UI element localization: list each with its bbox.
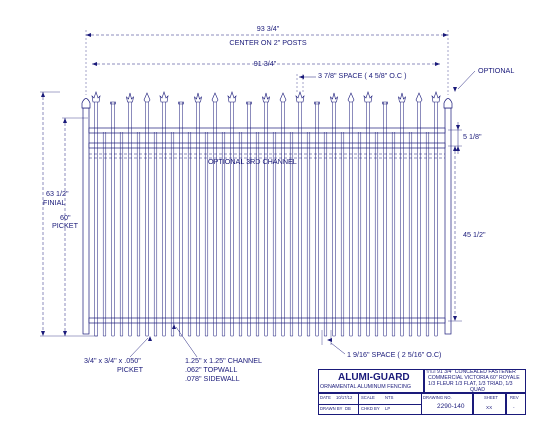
channel-size-callout: 1.25" x 1.25" CHANNEL	[185, 356, 263, 365]
rev-value: -	[513, 405, 515, 410]
dim-arrow	[63, 118, 67, 123]
finial	[228, 92, 236, 102]
drawing-no-value: 2290-140	[437, 403, 465, 410]
finial	[348, 93, 354, 102]
dim-arrow	[299, 75, 304, 79]
right-post	[445, 108, 451, 334]
finial	[247, 102, 252, 104]
dim-arrow	[453, 146, 457, 151]
top-space-label: 3 7/8" SPACE ( 4 5/8" O.C )	[318, 71, 407, 80]
picket-label: PICKET	[52, 221, 78, 230]
title-tag: TITLE	[426, 370, 436, 374]
finial	[364, 92, 372, 102]
finial	[195, 93, 202, 102]
overall-width-label: 93 3/4"	[256, 24, 280, 33]
date-label: DATE	[320, 395, 331, 400]
dim-arrow	[453, 87, 457, 92]
finial	[416, 93, 422, 102]
dim-arrow	[435, 62, 440, 66]
dim-arrow	[92, 62, 97, 66]
finial	[399, 93, 406, 102]
finial	[331, 93, 338, 102]
scale-label: SCALE	[361, 395, 375, 400]
dim-arrow	[443, 33, 448, 37]
dim-arrow	[41, 92, 45, 97]
scale-value: NTS	[385, 395, 394, 400]
title-line-1: 91 3/4" CONCEALED FASTENER	[437, 369, 516, 375]
checked-by-label: CHKD BY	[361, 406, 380, 411]
rail-gap-label: 5 1/8"	[463, 132, 482, 141]
overall-width-note: CENTER ON 2" POSTS	[229, 38, 307, 47]
finial	[296, 92, 304, 102]
finial	[111, 102, 116, 104]
bottom-space-leader	[331, 343, 345, 354]
optional-channel-label: OPTIONAL 3RD CHANNEL	[208, 157, 297, 166]
finial-height-label: 63 1/2"	[46, 189, 69, 198]
finial-label: FINIAL	[43, 198, 66, 207]
lower-height-label: 45 1/2"	[463, 230, 486, 239]
finial	[280, 93, 286, 102]
info-divider	[318, 404, 422, 405]
drawn-by-value: DB	[345, 406, 351, 411]
brand-name: ALUMI-GUARD	[338, 372, 410, 383]
drawing-no-label: DRAWING NO.	[423, 395, 452, 400]
picket-size-callout: 3/4" x 3/4" x .050"	[84, 356, 141, 365]
top-rail-upper	[89, 128, 445, 133]
title-line-2: COMMERCIAL VICTORIA 60" ROYALE	[428, 375, 520, 381]
bottom-rail	[89, 318, 445, 323]
dim-arrow	[327, 338, 332, 342]
finial	[92, 92, 100, 102]
date-value: 10/17/12	[336, 395, 353, 400]
finial	[432, 92, 440, 102]
dim-arrow	[148, 336, 152, 341]
channel-leader	[176, 327, 197, 357]
top-rail-lower	[89, 143, 445, 148]
sheet-label: SHEET	[484, 395, 498, 400]
dim-arrow	[172, 324, 176, 329]
title-line-3: 1/3 FLEUR 1/3 FLAT, 1/3 TRIAD, 1/3	[428, 381, 513, 387]
finial	[179, 102, 184, 104]
picket-height-label: 60"	[60, 213, 71, 222]
brand-subtitle: ORNAMENTAL ALUMINUM FENCING	[320, 384, 411, 390]
dim-arrow	[453, 316, 457, 321]
finial	[127, 93, 134, 102]
picket-callout-label: PICKET	[117, 365, 143, 374]
dim-arrow	[456, 125, 460, 130]
topwall-callout: .062" TOPWALL	[185, 365, 238, 374]
drawn-by-label: DRAWN BY	[320, 406, 343, 411]
finial	[144, 93, 150, 102]
picket-leader	[130, 338, 148, 357]
optional-leader	[458, 71, 475, 89]
dim-arrow	[63, 331, 67, 336]
rev-label: REV	[510, 395, 519, 400]
finial	[315, 102, 320, 104]
sheet-value: XX	[486, 405, 493, 410]
picket-span-label: 91 3/4"	[253, 59, 277, 68]
finial	[160, 92, 168, 102]
right-post-cap	[444, 99, 452, 109]
info-divider-v	[358, 393, 359, 415]
bottom-space-label: 1 9/16" SPACE ( 2 5/16" O.C)	[347, 350, 442, 359]
left-post	[83, 108, 89, 334]
left-post-cap	[82, 99, 90, 109]
sidewall-callout: .078" SIDEWALL	[185, 374, 240, 383]
finial	[263, 93, 270, 102]
dim-arrow	[86, 33, 91, 37]
optional-label: OPTIONAL	[478, 66, 515, 75]
finial	[212, 93, 218, 102]
checked-by-value: LP	[385, 406, 391, 411]
title-line-4: QUAD	[470, 387, 485, 393]
dim-arrow	[41, 331, 45, 336]
finial	[383, 102, 388, 104]
